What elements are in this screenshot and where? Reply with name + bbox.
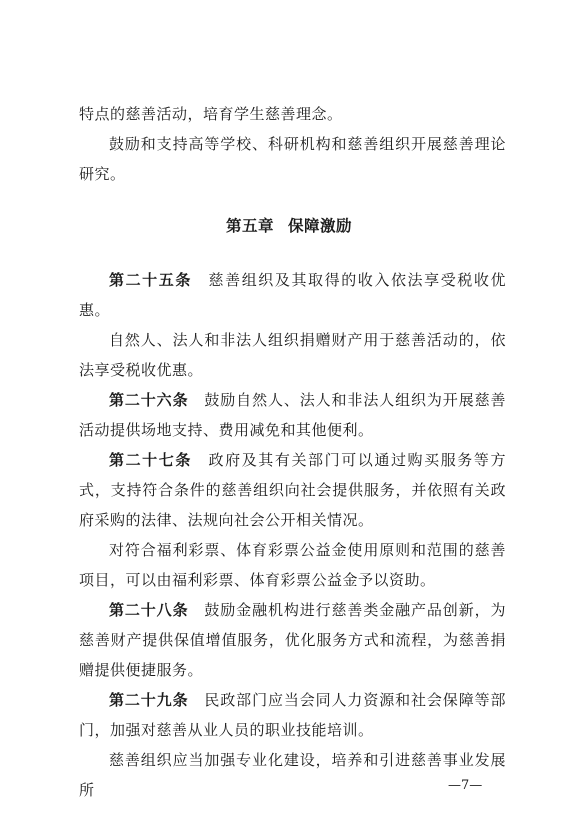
- article-text: 对符合福利彩票、体育彩票公益金使用原则和范围的慈善项目，可以由福利彩票、体育彩票公益金予以资助。: [79, 541, 506, 589]
- article-text: 慈善组织及其取得的收入依法享受税收优惠。: [79, 271, 506, 319]
- article-text: 鼓励自然人、法人和非法人组织为开展慈善活动提供场地支持、费用减免和其他便利。: [79, 391, 506, 439]
- article-26: [79, 385, 506, 445]
- paragraph-continuation: [79, 99, 506, 129]
- paragraph-text: 特点的慈善活动，培育学生慈善理念。: [79, 105, 343, 123]
- article-label: 第二十六条: [109, 391, 189, 409]
- article-label: 第二十七条: [109, 451, 192, 469]
- chapter-number: 第五章: [225, 217, 274, 235]
- paragraph-research: [79, 129, 506, 189]
- article-25-paragraph-2: [79, 325, 506, 385]
- article-text: 慈善组织应当加强专业化建设，培养和引进慈善事业发展所: [79, 751, 506, 799]
- article-label: 第二十五条: [109, 271, 192, 289]
- article-text: 鼓励金融机构进行慈善类金融产品创新，为慈善财产提供保值增值服务，优化服务方式和流程，为慈善捐赠提供便捷服务。: [79, 601, 506, 679]
- top-text-block: [79, 99, 506, 189]
- article-29-paragraph-2: [79, 745, 506, 805]
- article-label: 第二十九条: [109, 691, 189, 709]
- article-27-paragraph-2: [79, 535, 506, 595]
- page-number: —7—: [448, 778, 483, 793]
- paragraph-text: 鼓励和支持高等学校、科研机构和慈善组织开展慈善理论研究。: [79, 135, 506, 183]
- article-27: [79, 445, 506, 535]
- chapter-title: 保障激励: [288, 217, 353, 235]
- article-text: 政府及其有关部门可以通过购买服务等方式，支持符合条件的慈善组织向社会提供服务，并依照有关政府采购的法律、法规向社会公开相关情况。: [79, 451, 506, 529]
- article-28: [79, 595, 506, 685]
- articles-block: [79, 265, 506, 805]
- article-text: 民政部门应当会同人力资源和社会保障等部门，加强对慈善从业人员的职业技能培训。: [79, 691, 506, 739]
- article-label: 第二十八条: [109, 601, 189, 619]
- chapter-heading: [0, 214, 578, 236]
- article-text: 自然人、法人和非法人组织捐赠财产用于慈善活动的，依法享受税收优惠。: [79, 331, 506, 379]
- article-25: [79, 265, 506, 325]
- article-29: [79, 685, 506, 745]
